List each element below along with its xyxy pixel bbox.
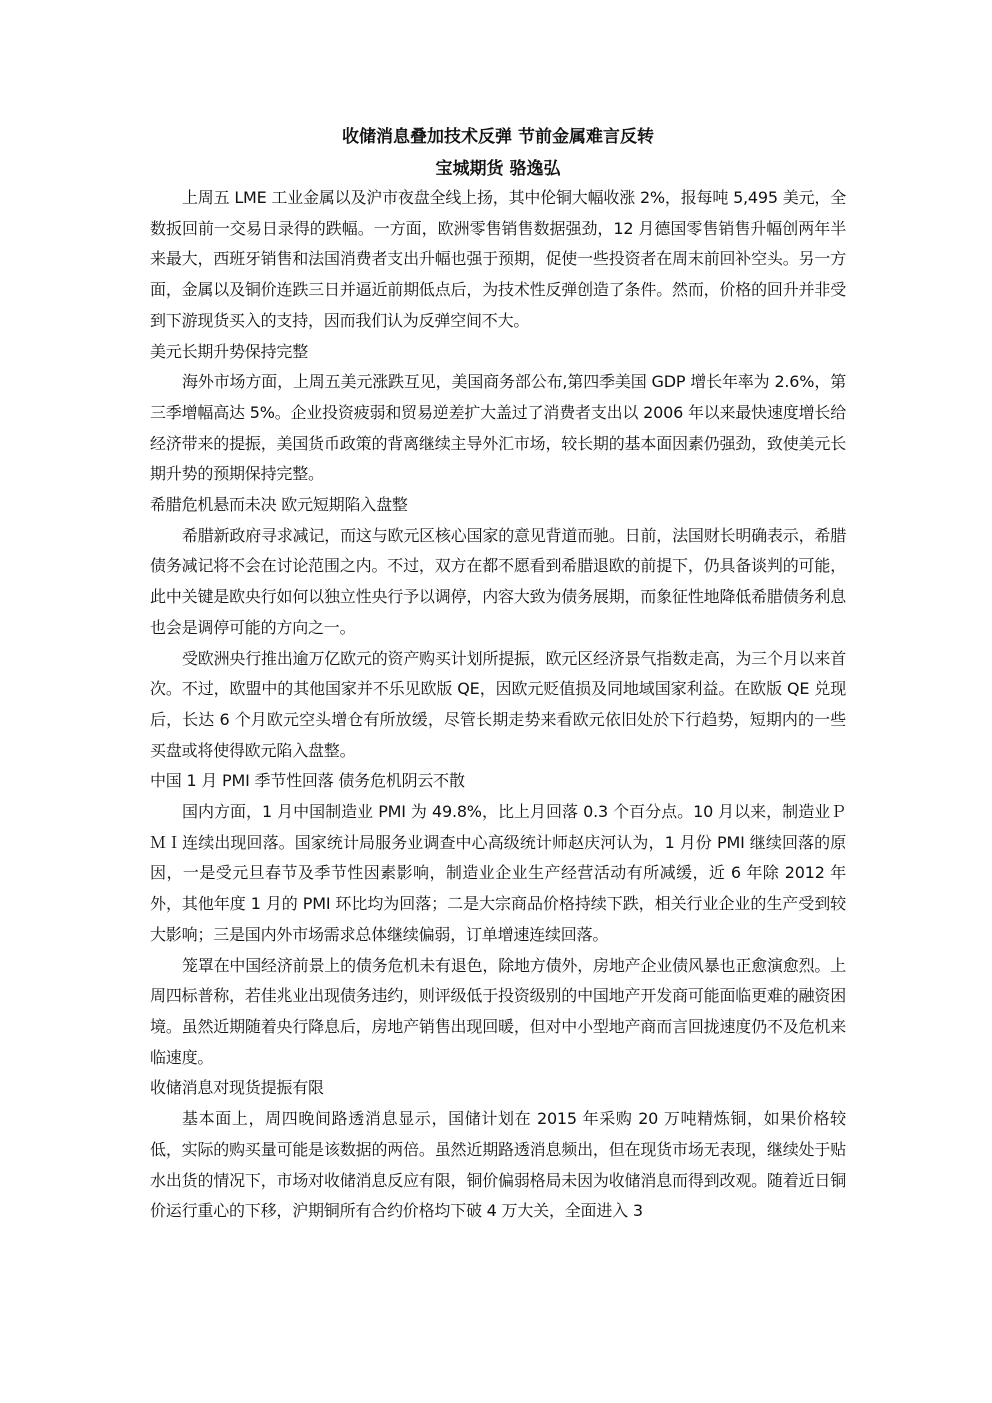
paragraph-greece-debt: 希腊新政府寻求减记，而这与欧元区核心国家的意见背道而驰。日前，法国财长明确表示，希腊债务减记将不会在讨论范围之内。不过，双方在都不愿看到希腊退欧的前提下，仍具备谈判的可能，此中关键是欧央行如何以独立性央行予以调停，内容大致为债务展期，而象征性地降低希腊债务利息也会是调停可能的方向之一。 [150, 525, 846, 637]
article-title: 收储消息叠加技术反弹 节前金属难言反转 [342, 127, 654, 147]
section-heading-usd: 美元长期升势保持完整 [150, 341, 309, 361]
paragraph-euro-qe: 受欧洲央行推出逾万亿欧元的资产购买计划所提振，欧元区经济景气指数走高，为三个月以来首次。不过，欧盟中的其他国家并不乐见欧版 QE，因欧元贬值损及同地域国家利益。在欧版 QE 兑现后，长达 6 个月欧元空头增仓有所放缓，尽管长期走势来看欧元依旧处於下行趋势，短期内的一些买盘或将使得欧元陷入盘整。 [150, 648, 846, 760]
document-page [150, 120, 846, 1227]
paragraph-stockpiling: 基本面上，周四晚间路透消息显示，国储计划在 2015 年采购 20 万吨精炼铜，如果价格较低，实际的购买量可能是该数据的两倍。虽然近期路透消息频出，但在现货市场无表现，继续处于贴水出货的情况下，市场对收储消息反应有限，铜价偏弱格局未因为收储消息而得到改观。随着近日铜价运行重心的下移，沪期铜所有合约价格均下破 4 万大关，全面进入 3 [150, 1109, 846, 1221]
section-heading-china-pmi: 中国 1 月 PMI 季节性回落 债务危机阴云不散 [150, 771, 465, 791]
section-heading-greece: 希腊危机悬而未决 欧元短期陷入盘整 [150, 495, 408, 515]
paragraph-lme-metals: 上周五 LME 工业金属以及沪市夜盘全线上扬，其中伦铜大幅收涨 2%，报每吨 5,495 美元，全数扳回前一交易日录得的跌幅。一方面，欧洲零售销售数据强劲，12 月德国零售销售升幅创两年半来最大，西班牙销售和法国消费者支出升幅也强于预期，促使一些投资者在周末前回补空头。另一方面，金属以及铜价连跌三日并逼近前期低点后，为技术性反弹创造了条件。然而，价格的回升并非受到下游现货买入的支持，因而我们认为反弹空间不大。 [150, 188, 846, 330]
article-byline: 宝城期货 骆逸弘 [435, 159, 561, 179]
paragraph-china-pmi: 国内方面，1 月中国制造业 PMI 为 49.8%，比上月回落 0.3 个百分点。10 月以来，制造业ＰＭＩ连续出现回落。国家统计局服务业调查中心高级统计师赵庆河认为，1 月份 PMI 继续回落的原因，一是受元旦春节及季节性因素影响，制造业企业生产经营活动有所减缓，近 6 年除 2012 年外，其他年度 1 月的 PMI 环比均为回落；二是大宗商品价格持续下跌，相关行业企业的生产受到较大影响；三是国内外市场需求总体继续偏弱，订单增速连续回落。 [150, 802, 846, 944]
paragraph-us-gdp: 海外市场方面，上周五美元涨跌互见，美国商务部公布,第四季美国 GDP 增长年率为 2.6%，第三季增幅高达 5%。企业投资疲弱和贸易逆差扩大盖过了消费者支出以 2006 年以来最快速度增长给经济带来的提振，美国货币政策的背离继续主导外汇市场，较长期的基本面因素仍强劲，致使美元长期升势的预期保持完整。 [150, 372, 846, 484]
section-heading-stockpiling: 收储消息对现货提振有限 [150, 1078, 324, 1098]
paragraph-debt-crisis: 笼罩在中国经济前景上的债务危机未有退色，除地方债外，房地产企业债风暴也正愈演愈烈。上周四标普称，若佳兆业出现债务违约，则评级低于投资级别的中国地产开发商可能面临更难的融资困境。虽然近期随着央行降息后，房地产销售出现回暖，但对中小型地产商而言回拢速度仍不及危机来临速度。 [150, 955, 846, 1067]
